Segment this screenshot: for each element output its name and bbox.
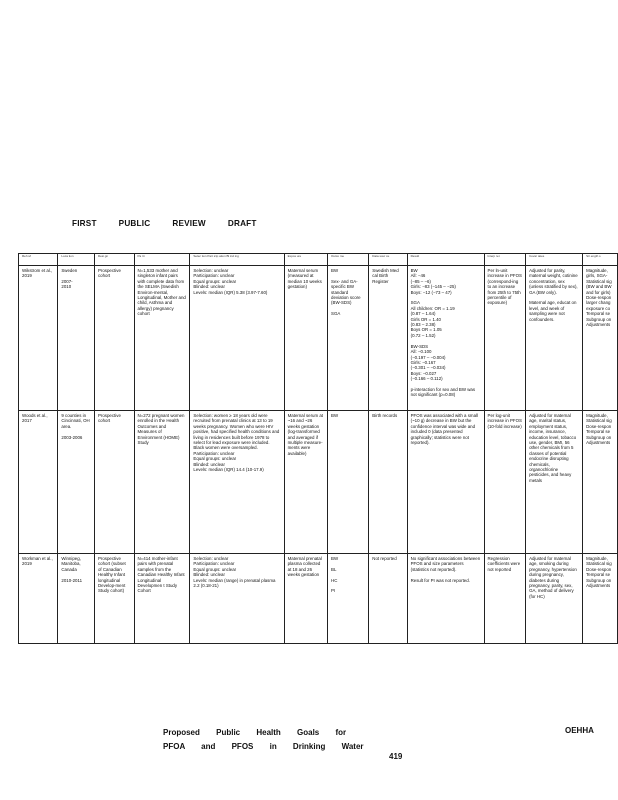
column-header: Selec tion Part icip ation Bl ind ing (190, 254, 284, 266)
column-header: Str ength s (583, 254, 618, 266)
document-title-line: PFOA and PFOS in Drinking Water (163, 742, 364, 751)
table-cell: Birth records (369, 411, 407, 554)
table-cell: BW All: −46 (−85 – −6) Girls: −83 (−145 – −25) Boys: −12 (−73 – 47) SGA All children: OR = 1.19 (0.87 – 1.64) Girls OR = 1.40 (0.83 – 2.38) Boys OR = 1.05 (0.72 – 1.52) BW-SDS All: −0.100 (−0.197 – −0.004) Girls: −0.167 (−0.301 – −0.034) Boys: −0.027 (−0.166 – 0.112) p-interaction for sex and BW was not significant (p=0.08) (407, 266, 484, 411)
table-cell: Sweden 2007- 2010 (58, 266, 95, 411)
table-cell: Regression coefficients were not reported (484, 554, 526, 644)
column-header: Data sour ce (369, 254, 407, 266)
table-header-row (19, 254, 618, 266)
draft-header-word: PUBLIC (118, 219, 151, 228)
table-cell: Adjusted for parity, maternal weight, cotinine concentration, sex (unless stratified by sex), GA (BW only). Maternal age, educat on level, and week of sampling were not confounders. (526, 266, 583, 411)
table-cell: Prospective cohort (94, 266, 134, 411)
table-cell: Not reported (369, 554, 407, 644)
table-cell: Swedish Med cal Birth Register (369, 266, 407, 411)
table-cell: Wikstrom et al., 2019 (19, 266, 58, 411)
table-cell: Adjusted for maternal age, smoking during pregnancy, hypertension during pregnancy, diabetes during pregnancy, parity, sex, GA, method of delivery (for HC) (526, 554, 583, 644)
table-cell: Selection: women ≥ 18 years old were recruited from prenatal clinics at 13 to 19 weeks pregnancy. Women who were HIV positive, had specified health conditions and living in residences built before 1978 to select for lead exposure were included. Black women were oversampled. Participation: unclear Equal groups: unclear Blinded: unclear Levels: median (IQR) 14.4 (10-17.9) (190, 411, 284, 554)
table-cell: Magnitude, girls, SGA-Statistical sig (BW and BW and for girls) Dose-respon larger chang exposure co Temporal se Subgroup on Adjustments (583, 266, 618, 411)
table-cell: Maternal serum (measured at median 10 weeks gestation) (284, 266, 327, 411)
table-cell: Woods et al., 2017 (19, 411, 58, 554)
column-header: Covar iates (526, 254, 583, 266)
column-header: Pa rti (134, 254, 190, 266)
table-cell: BW BL HC PI (328, 554, 369, 644)
table-row (19, 266, 618, 411)
table-cell: Selection: unclear Participation: unclear Equal groups: unclear Blinded: unclear Levels: median (range) in prenatal plasma 2.2 (0.18-21) (190, 554, 284, 644)
column-header: Loca tion (58, 254, 95, 266)
table-cell: Per ln-unit increase in PFOS (correspond-ing to an increase from 25th to 75th percentile of exposure) (484, 266, 526, 411)
agency-name: OEHHA (565, 726, 594, 735)
column-header: Expos ure (284, 254, 327, 266)
draft-header-word: DRAFT (227, 219, 257, 228)
table-cell: Workman et al., 2019 (19, 554, 58, 644)
column-header: Outco me (328, 254, 369, 266)
table-cell: Maternal prenatal plasma collected at 18 and 26 weeks gestation (284, 554, 327, 644)
table-cell: Per log-unit increase in PFOS (10-fold increase) (484, 411, 526, 554)
table-cell: 9 counties in Cincinnati, OH area. 2003-2006 (58, 411, 95, 554)
table-row (19, 411, 618, 554)
table-row (19, 554, 618, 644)
draft-header (72, 219, 279, 228)
column-header: Ref ref (19, 254, 58, 266)
table-cell: N=1,533 mother and singleton infant pairs with complete data from the SELMA (Swedish Environ-mental, Longitudinal, Mother and child, Asthma and allergy) pregnancy cohort (134, 266, 190, 411)
table-cell: Magnitude, Statistical sig Dose-respon Temporal se Subgroup on Adjustments (583, 554, 618, 644)
table-cell: N=272 pregnant women enrolled in the Health Outcomes and Measures of Environment (HOME) Study (134, 411, 190, 554)
table-cell: PFOS was associated with a small (~10 g) decrease in BW but the confidence interval was wide and included 0 (data presented graphically; statistics were not reported). (407, 411, 484, 554)
table-cell: No significant associations between PFOS and size parameters (statistics not reported). Result for PI was not reported. (407, 554, 484, 644)
table-cell: Prospective cohort (94, 411, 134, 554)
document-title-line: Proposed Public Health Goals for (163, 728, 347, 737)
column-header: Result (407, 254, 484, 266)
table-cell: BW Sex- and GA-specific BW standard deviation score (BW-SDS) SGA (328, 266, 369, 411)
draft-header-word: REVIEW (172, 219, 206, 228)
column-header: Desi gn (94, 254, 134, 266)
table-cell: BW (328, 411, 369, 554)
document-title (163, 726, 364, 754)
table-cell: N=414 mother-infant pairs with prenatal samples from the Canadian Healthy Infant Longitudinal Developmen t Study Cohort (134, 554, 190, 644)
column-header: Interp ret (484, 254, 526, 266)
table-cell: Magnitude, Statistical sig Dose-respon Temporal se Subgroup on Adjustments (583, 411, 618, 554)
table-cell: Adjusted for maternal age, marital status, employment status, income, insurance, education level, tobacco use, gender, BMI, 56 other chemicals from 5 classes of potential endocrine disrupting chemicals, organochlorine pesticides, and heavy metals (526, 411, 583, 554)
table-cell: Prospective cohort (subset of Canadian Healthy Infant longitudinal Develop-ment Study cohort) (94, 554, 134, 644)
page-number: 419 (389, 752, 403, 761)
table-cell: Selection: unclear Participation: unclear Equal groups: unclear Blinded: unclear Levels: median (IQR) 5.38 (3.97-7.60) (190, 266, 284, 411)
table-cell: Maternal serum at ~16 and ~26 weeks gestation (log-transformed and averaged if multiple measure-ments were available) (284, 411, 327, 554)
draft-header-word: FIRST (72, 219, 97, 228)
evidence-table (18, 253, 618, 644)
table-cell: Winnipeg, Manitoba, Canada 2010-2011 (58, 554, 95, 644)
